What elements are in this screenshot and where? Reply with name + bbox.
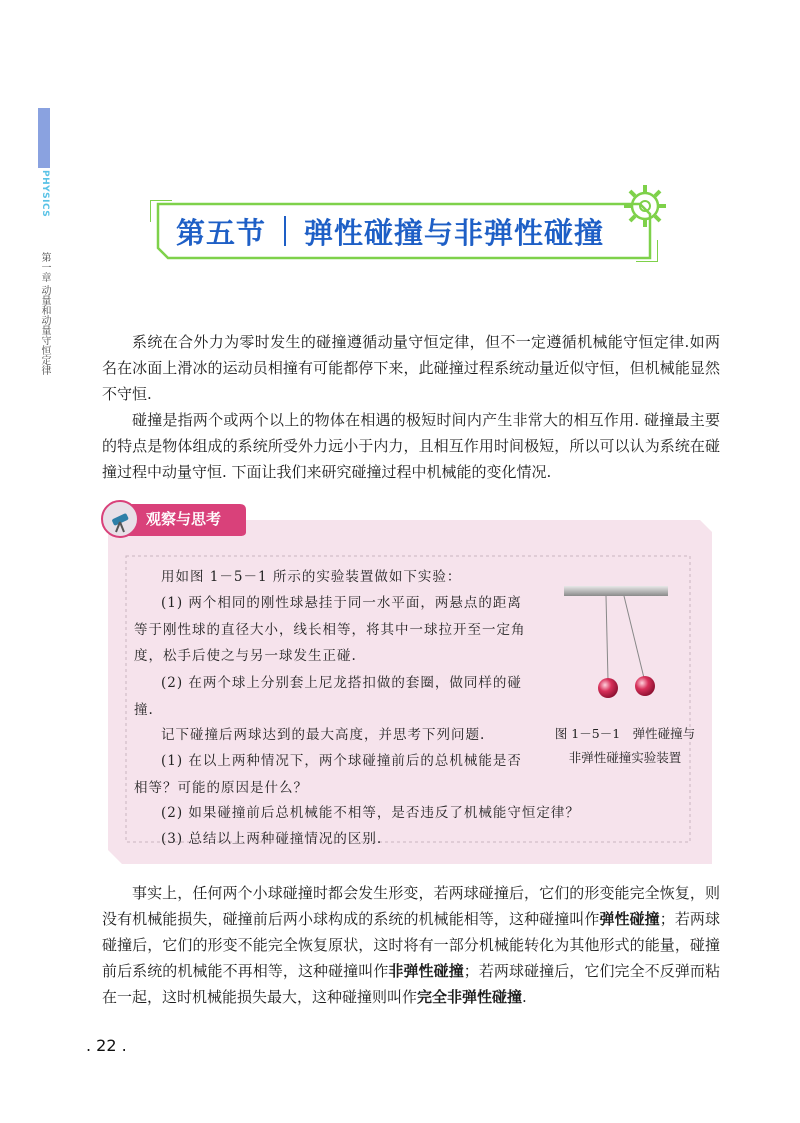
observe-think-tab	[100, 500, 248, 538]
conclusion-paragraph	[102, 880, 720, 1010]
section-number: 第五节	[176, 215, 267, 250]
title-divider	[284, 216, 286, 246]
figure-caption	[540, 722, 710, 770]
gear-icon	[622, 183, 668, 229]
term-perfectly-inelastic-collision: 完全非弹性碰撞	[417, 988, 523, 1006]
observe-question-2: (2) 如果碰撞前后总机械能不相等，是否违反了机械能守恒定律？	[161, 805, 580, 821]
conclusion-text-4: .	[522, 988, 527, 1006]
observe-think-label: 观察与思考	[146, 510, 222, 528]
observe-line-step1: (1) 两个相同的刚性球悬挂于同一水平面，两悬点的距离等于刚性球的直径大小，线长相等，将其中一球拉开至一定角度，松手后使之与另一球发生正碰.	[134, 595, 526, 664]
observe-question-1: (1) 在以上两种情况下，两个球碰撞前后的总机械能是否相等？可能的原因是什么？	[134, 753, 522, 796]
section-name: 弹性碰撞与非弹性碰撞	[304, 215, 605, 250]
observe-line-record: 记下碰撞后两球达到的最大高度，并思考下列问题.	[161, 727, 486, 743]
side-chapter-label: 第一章 动量和动量守恒定律	[39, 252, 50, 376]
observe-line-intro: 用如图 1－5－1 所示的实验装置做如下实验：	[161, 569, 462, 585]
figure-caption-line-2: 非弹性碰撞实验装置	[568, 750, 682, 765]
conclusion-text-3: ；若两球碰撞后，它们完全不反弹而粘在一起，这时机械能损失最大，这种碰撞则叫作	[102, 962, 720, 1006]
figure-caption-line-1: 图 1－5－1 弹性碰撞与	[554, 726, 696, 741]
side-color-bar	[38, 108, 50, 168]
page-number: . 22 .	[86, 1036, 127, 1055]
conclusion-text-2: ；若两球碰撞后，它们的形变不能完全恢复原状，这时将有一部分机械能转化为其他形式的能量，碰撞前后系统的机械能不再相等，这种碰撞叫作	[102, 910, 720, 980]
observe-question-3: (3) 总结以上两种碰撞情况的区别.	[161, 831, 383, 847]
intro-paragraph-1: 系统在合外力为零时发生的碰撞遵循动量守恒定律，但不一定遵循机械能守恒定律.如两名在冰面上滑冰的运动员相撞有可能都停下来，此碰撞过程系统动量近似守恒，但机械能显然不守恒.	[102, 333, 720, 403]
term-elastic-collision: 弹性碰撞	[599, 910, 660, 928]
pendulum-figure	[560, 584, 680, 704]
side-physics-label: PHYSICS	[40, 170, 50, 218]
section-title-banner	[150, 200, 658, 262]
observe-line-step2: (2) 在两个球上分别套上尼龙搭扣做的套圈，做同样的碰撞.	[134, 675, 522, 718]
section-title	[176, 210, 604, 252]
term-inelastic-collision: 非弹性碰撞	[388, 962, 464, 980]
conclusion-text-1: 事实上，任何两个小球碰撞时都会发生形变，若两球碰撞后，它们的形变能完全恢复，则没有机械能损失，碰撞前后两小球构成的系统的机械能相等，这种碰撞叫作	[102, 884, 720, 928]
intro-paragraph-2: 碰撞是指两个或两个以上的物体在相遇的极短时间内产生非常大的相互作用. 碰撞最主要的特点是物体组成的系统所受外力远小于内力，且相互作用时间极短，所以可以认为系统在碰撞过程中动量守恒. 下面让我们来研究碰撞过程中机械能的变化情况.	[102, 411, 720, 481]
